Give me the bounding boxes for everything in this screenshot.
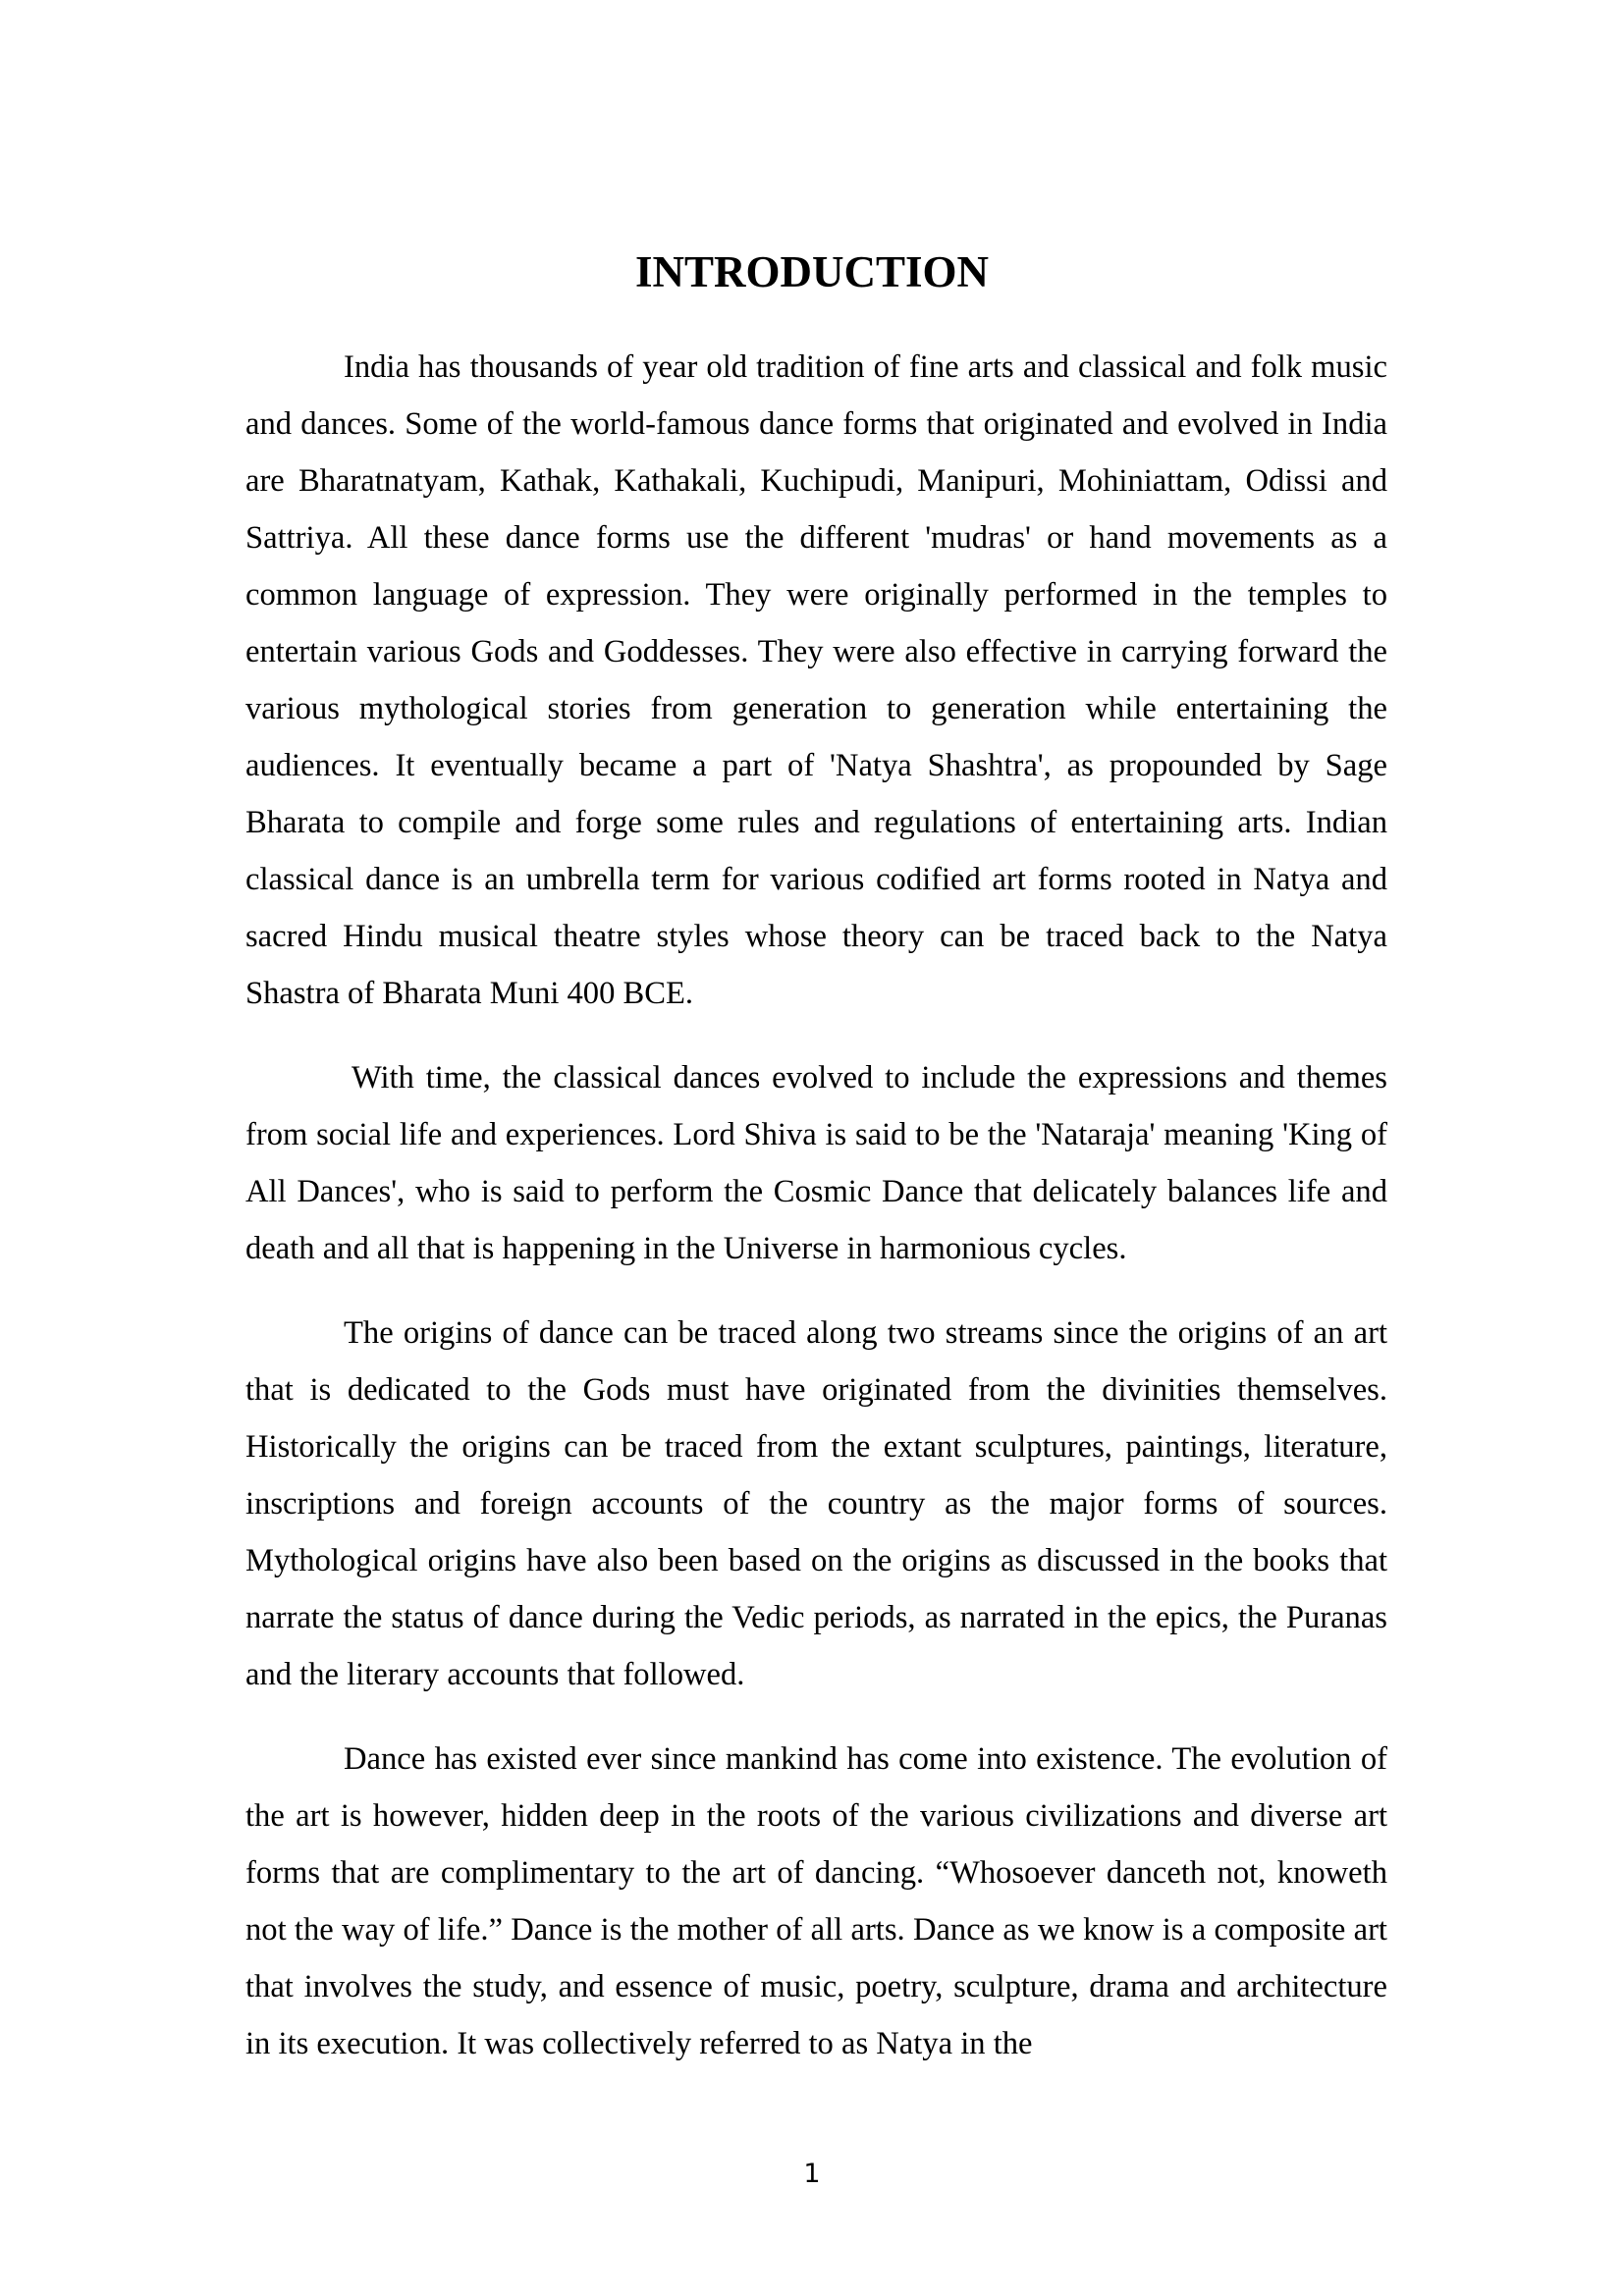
paragraph-1: India has thousands of year old tradition of fine arts and classical and folk music and dances. Some of the world-famous dance forms that originated and evolved in India are Bharatnatyam, Kathak, Kathakali, Kuchipudi, Manipuri, Mohiniattam, Odissi and Sattriya. All these dance forms use the different 'mudras' or hand movements as a common language of expression. They were originally performed in the temples to entertain various Gods and Goddesses. They were also effective in carrying forward the various mythological stories from generation to generation while entertaining the audiences. It eventually became a part of 'Natya Shashtra', as propounded by Sage Bharata to compile and forge some rules and regulations of entertaining arts. Indian classical dance is an umbrella term for various codified art forms rooted in Natya and sacred Hindu musical theatre styles whose theory can be traced back to the Natya Shastra of Bharata Muni 400 BCE. bbox=[245, 349, 1387, 1011]
paragraph-4: Dance has existed ever since mankind has come into existence. The evolution of the art is however, hidden deep in the roots of the various civilizations and diverse art forms that are complimentary to the art of dancing. “Whosoever danceth not, knoweth not the way of life.” Dance is the mother of all arts. Dance as we know is a composite art that involves the study, and essence of music, poetry, sculpture, drama and architecture in its execution. It was collectively referred to as Natya in the bbox=[245, 1741, 1387, 2061]
paragraph-2: With time, the classical dances evolved to include the expressions and themes from social life and experiences. Lord Shiva is said to be the 'Nataraja' meaning 'King of All Dances', who is said to perform the Cosmic Dance that delicately balances life and death and all that is happening in the Universe in harmonious cycles. bbox=[245, 1060, 1387, 1266]
body-text bbox=[245, 339, 1387, 2100]
page-number: 1 bbox=[803, 2159, 821, 2189]
page-title: INTRODUCTION bbox=[634, 247, 990, 296]
paragraph-3: The origins of dance can be traced along two streams since the origins of an art that is dedicated to the Gods must have originated from the divinities themselves. Historically the origins can be traced from the extant sculptures, paintings, literature, inscriptions and foreign accounts of the country as the major forms of sources. Mythological origins have also been based on the origins as discussed in the books that narrate the status of dance during the Vedic periods, as narrated in the epics, the Puranas and the literary accounts that followed. bbox=[245, 1315, 1387, 1692]
